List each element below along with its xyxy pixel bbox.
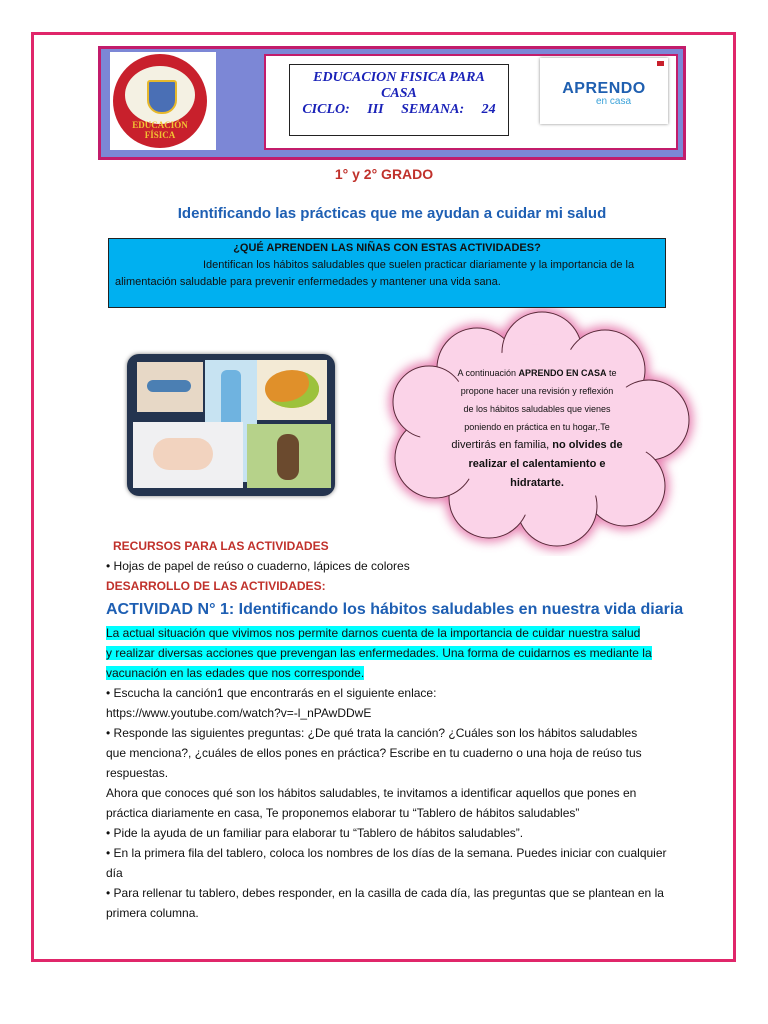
title-line-2: CASA <box>381 86 417 101</box>
cloud-l1a: A continuación <box>457 368 519 378</box>
cloud-l2: propone hacer una revisión y reflexión <box>460 386 614 396</box>
cloud-message <box>430 364 644 493</box>
cloud-l5b: no olvides de <box>552 439 623 451</box>
aprendo-sub: en casa <box>596 96 632 107</box>
logo-text-1: EDUCACIÓN <box>132 120 188 130</box>
body-line: que menciona?, ¿cuáles de ellos pones en práctica? Escribe en tu cuaderno o una hoja de reúso tus <box>106 746 642 760</box>
highlight-line-2: y realizar diversas acciones que prevengan las enfermedades. Una forma de cuidarnos es mediante la <box>106 646 652 660</box>
cloud-l6: realizar el calentamiento e <box>468 458 606 470</box>
shield-icon <box>125 66 195 124</box>
flag-icon <box>657 61 664 66</box>
course-title <box>289 64 509 136</box>
aprendo-brand: APRENDO <box>562 80 646 97</box>
cloud-l5a: divertirás en familia, <box>451 439 553 451</box>
learning-goal-box <box>108 238 666 308</box>
logo-caption <box>113 120 207 140</box>
emblem-icon <box>113 54 207 148</box>
activity-heading: ACTIVIDAD N° 1: Identificando los hábitos saludables en nuestra vida diaria <box>106 601 684 618</box>
resources-heading: RECURSOS PARA LAS ACTIVIDADES <box>113 539 329 553</box>
sleeping-photo <box>133 422 243 488</box>
body-line: • Para rellenar tu tablero, debes responder, en la casilla de cada día, las preguntas que se plantean en la <box>106 886 664 900</box>
logo-text-2: FÍSICA <box>144 130 176 140</box>
body-line: día <box>106 866 123 880</box>
school-logo <box>110 52 216 150</box>
development-heading: DESARROLLO DE LAS ACTIVIDADES: <box>106 579 326 593</box>
goal-question: ¿QUÉ APRENDEN LAS NIÑAS CON ESTAS ACTIVIDADES? <box>233 242 541 254</box>
song-link[interactable]: https://www.youtube.com/watch?v=-l_nPAwDDwE <box>106 706 372 720</box>
body-line: Ahora que conoces qué son los hábitos saludables, te invitamos a identificar aquellos que pones en <box>106 786 637 800</box>
title-line-1: EDUCACION FISICA PARA <box>313 70 485 85</box>
grade-heading: 1° y 2° GRADO <box>334 166 434 182</box>
healthy-habits-collage <box>127 354 335 496</box>
body-line: • En la primera fila del tablero, coloca los nombres de los días de la semana. Puedes iniciar con cualquier <box>106 846 667 860</box>
body-line: práctica diariamente en casa, Te proponemos elaborar tu “Tablero de hábitos saludables” <box>106 806 580 820</box>
title-line-3: CICLO: III SEMANA: 24 <box>302 102 496 117</box>
walking-photo <box>247 424 331 488</box>
body-line: • Responde las siguientes preguntas: ¿De qué trata la canción? ¿Cuáles son los hábitos saludables <box>106 726 638 740</box>
cloud-l4: poniendo en práctica en tu hogar,.Te <box>464 422 610 432</box>
cloud-l3: de los hábitos saludables que vienes <box>463 404 611 414</box>
aprendo-en-casa-logo <box>540 58 668 124</box>
body-line: • Pide la ayuda de un familiar para elaborar tu “Tablero de hábitos saludables”. <box>106 826 524 840</box>
cloud-l1b: APRENDO EN CASA <box>518 368 607 378</box>
cloud-l1c: te <box>606 368 617 378</box>
lesson-subtitle: Identificando las prácticas que me ayudan a cuidar mi salud <box>177 205 607 222</box>
cloud-l7: hidratarte. <box>510 477 564 489</box>
body-line: primera columna. <box>106 906 199 920</box>
goal-answer: Identifican los hábitos saludables que suelen practicar diariamente y la importancia de la alimentación saludable para prevenir enfermedades y mantener una vida sana. <box>115 259 635 288</box>
activity-body <box>106 536 718 923</box>
highlight-line-3: vacunación en las edades que nos corresponde. <box>106 666 365 680</box>
resources-item: • Hojas de papel de reúso o cuaderno, lápices de colores <box>106 559 410 573</box>
fruit-photo <box>257 360 327 420</box>
body-line: respuestas. <box>106 766 169 780</box>
highlight-line-1: La actual situación que vivimos nos permite darnos cuenta de la importancia de cuidar nuestra salud <box>106 626 641 640</box>
stretching-photo <box>137 362 203 412</box>
body-line: • Escucha la canción1 que encontrarás en el siguiente enlace: <box>106 686 437 700</box>
